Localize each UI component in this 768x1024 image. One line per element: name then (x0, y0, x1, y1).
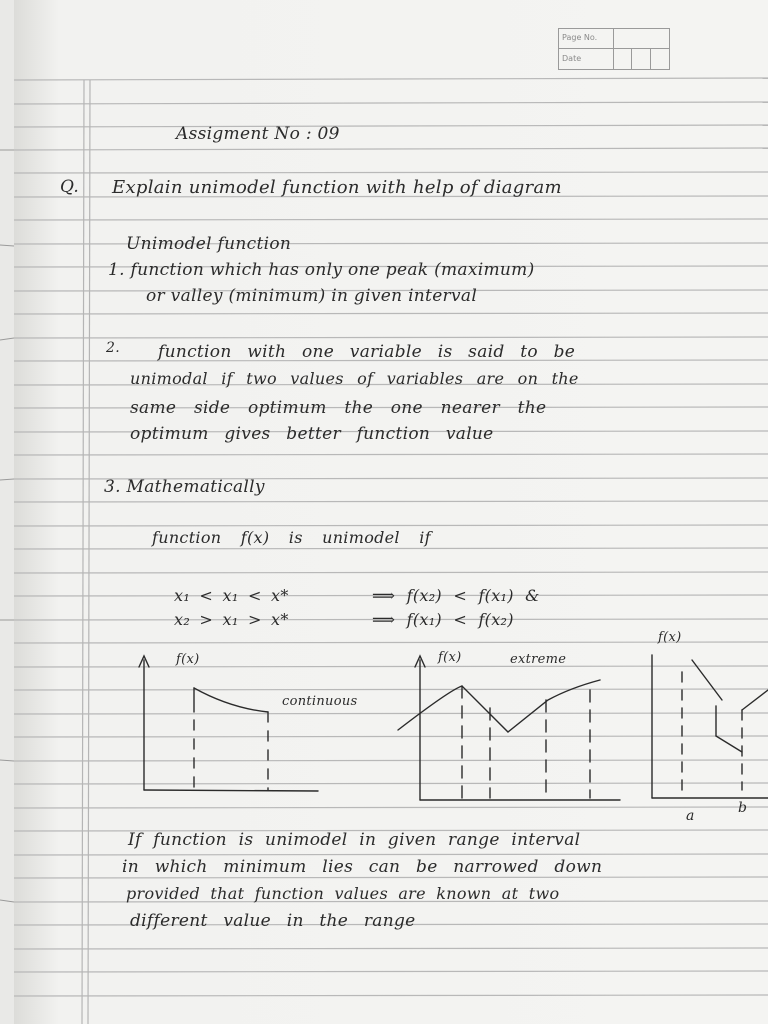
conclusion-line-1: If function is unimodel in given range interval (128, 830, 581, 850)
point-2-line-2: unimodal if two values of variables are on the (130, 369, 579, 388)
math-intro: function f(x) is unimodel if (152, 528, 431, 547)
conclusion-line-2: in which minimum lies can be narrowed down (122, 857, 603, 877)
condition-1-rhs: ⟹ f(x₂) < f(x₁) & (372, 586, 540, 605)
point-1-line-2: or valley (minimum) in given interval (146, 286, 478, 306)
page-no-label: Page No. (562, 33, 598, 42)
conclusion-line-3: provided that function values are known at two (126, 884, 560, 903)
graph-3-y-label: f(x) (658, 630, 682, 645)
question-text: Explain unimodel function with help of diagram (112, 177, 562, 198)
point-2-line-3: same side optimum the one nearer the (130, 398, 547, 418)
date-label: Date (562, 54, 582, 63)
graph-discrete (652, 655, 768, 798)
point-1-line-1: 1. function which has only one peak (maximum) (108, 260, 535, 280)
point-2-line-4: optimum gives better function value (130, 424, 494, 444)
point-3-heading: 3. Mathematically (104, 477, 265, 497)
graph-3-point-b: b (738, 800, 748, 816)
condition-2-rhs: ⟹ f(x₁) < f(x₂) (372, 610, 514, 629)
section-heading: Unimodel function (126, 234, 292, 254)
point-2-line-1: function with one variable is said to be (158, 342, 576, 362)
condition-2-lhs: x₂ > x₁ > x* (174, 610, 289, 629)
assignment-title: Assigment No : 09 (176, 124, 340, 144)
graph-2-y-label: f(x) (438, 650, 462, 665)
question-marker: Q. (60, 177, 80, 197)
graph-2-note: extreme (510, 652, 567, 667)
conclusion-line-4: different value in the range (130, 911, 416, 931)
condition-1-lhs: x₁ < x₁ < x* (174, 586, 289, 605)
graph-1-y-label: f(x) (176, 652, 200, 667)
graph-continuous (139, 656, 318, 791)
graph-extreme (398, 656, 620, 800)
graph-1-note: continuous (282, 694, 358, 709)
point-2-number: 2. (106, 340, 120, 356)
graph-3-point-a: a (686, 808, 695, 824)
